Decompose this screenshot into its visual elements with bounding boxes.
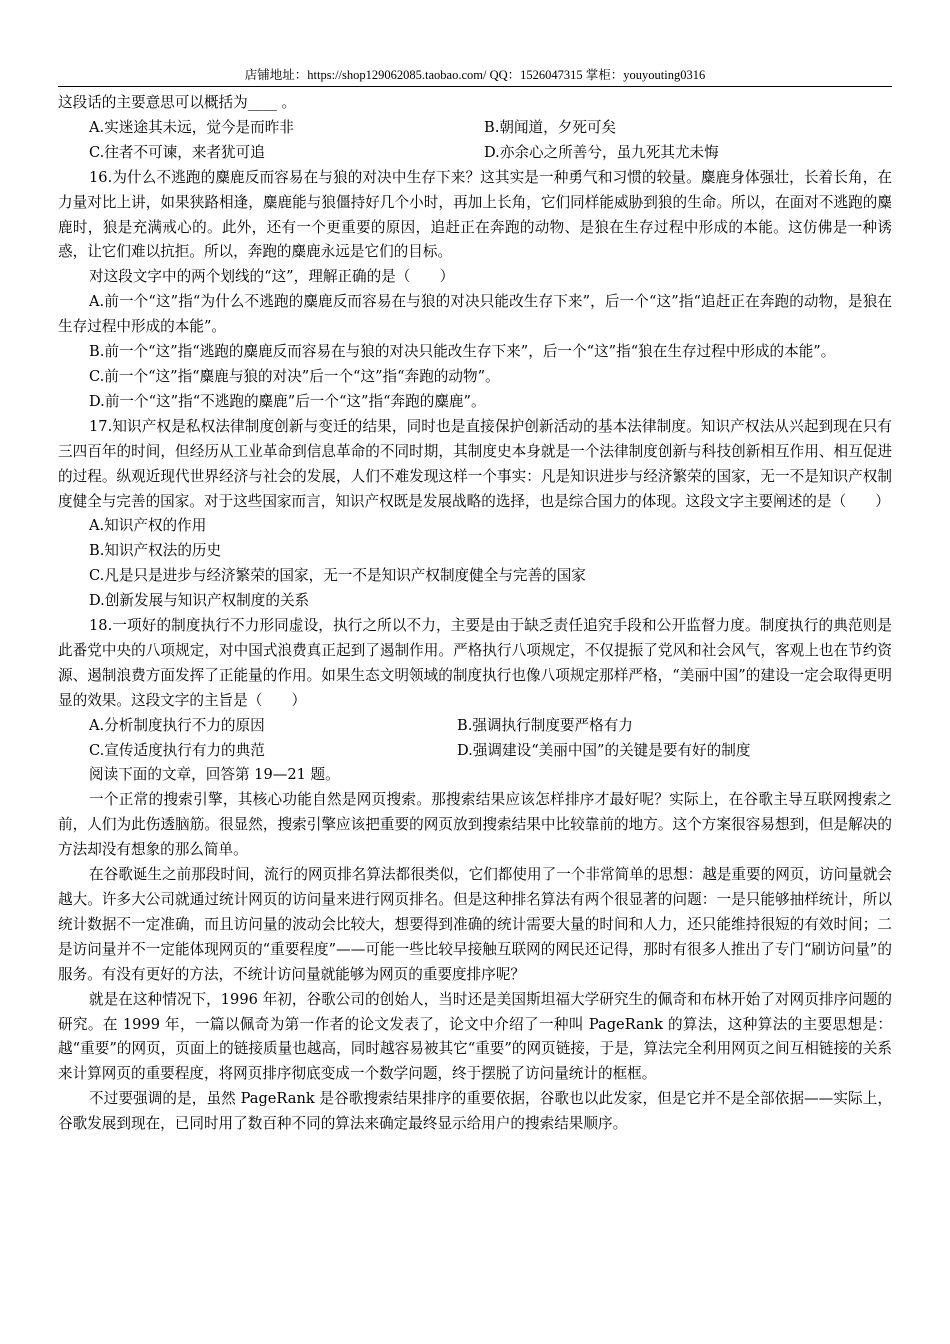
q17-option-c: C.凡是只是进步与经济繁荣的国家，无一不是知识产权制度健全与完善的国家 — [89, 567, 586, 585]
q18-option-a: A.分析制度执行不力的原因 — [89, 716, 265, 734]
q15-option-c: C.往者不可谏，来者犹可追 — [89, 143, 265, 161]
q16-question: 对这段文字中的两个划线的“这”，理解正确的是（ ） — [89, 268, 455, 286]
reading-paragraph: 一个正常的搜索引擎，其核心功能自然是网页搜索。那搜索结果应该怎样排序才最好呢？实际上，在谷歌主导互联网搜索之前，人们为此伤透脑筋。很显然，搜索引擎应该把重要的网页放到搜索结果中比较靠前的地方。这个方案很容易想到，但是解决的方法却没有想象的那么简单。 — [58, 791, 892, 859]
reading-intro: 阅读下面的文章，回答第 19—21 题。 — [89, 766, 340, 784]
q15-option-b: B.朝闻道，夕死可矣 — [484, 118, 617, 136]
q18-option-b: B.强调执行制度要严格有力 — [457, 716, 633, 734]
q17-option-b: B.知识产权法的历史 — [89, 542, 222, 560]
q18-option-d: D.强调建设“美丽中国”的关键是要有好的制度 — [457, 741, 751, 759]
q17-option-d: D.创新发展与知识产权制度的关系 — [89, 592, 310, 610]
q15-stem-tail: 这段话的主要意思可以概括为____ 。 — [58, 94, 297, 111]
q17-option-a: A.知识产权的作用 — [89, 517, 207, 535]
q17-passage: 17.知识产权是私权法律制度创新与变迁的结果，同时也是直接保护创新活动的基本法律制度。知识产权法从兴起到现在只有三四百年的时间，但经历从工业革命到信息革命的不同时期，其制度史本身就是一个法律制度创新与科技创新相互作用、相互促进的过程。纵观近现代世界经济与社会的发展，人们不难发现这样一个事实：凡是知识进步与经济繁荣的国家，无一不是知识产权制度健全与完善的国家。对于这些国家而言，知识产权既是发展战略的选择，也是综合国力的体现。这段文字主要阐述的是（ ） — [58, 417, 892, 510]
page-header: 店铺地址：https://shop129062085.taobao.com/ QQ：1526047315 掌柜：youyouting0316 — [244, 68, 706, 82]
q16-option-c: C.前一个“这”指“麋鹿与狼的对决”后一个“这”指“奔跑的动物”。 — [89, 367, 500, 385]
q15-option-a: A.实迷途其未远，觉今是而昨非 — [89, 118, 294, 136]
q16-option-a: A.前一个“这”指“为什么不逃跑的麋鹿反而容易在与狼的对决只能改生存下来”，后一个“这”指“追赶正在奔跑的动物，是狼在生存过程中形成的本能”。 — [58, 293, 892, 336]
reading-paragraph: 不过要强调的是，虽然 PageRank 是谷歌搜索结果排序的重要依据，谷歌也以此发家，但是它并不是全部依据——实际上，谷歌发展到现在，已同时用了数百种不同的算法来确定最终显示给用户的搜索结果顺序。 — [58, 1090, 892, 1133]
reading-paragraph: 就是在这种情况下，1996 年初，谷歌公司的创始人，当时还是美国斯坦福大学研究生的佩奇和布林开始了对网页排序问题的研究。在 1999 年，一篇以佩奇为第一作者的论文发表了，论文中介绍了一种叫 PageRank 的算法，这种算法的主要思想是：越“重要”的网页，页面上的链接质量也越高，同时越容易被其它“重要”的网页链接，于是，算法完全利用网页之间互相链接的关系来计算网页的重要程度，将网页排序彻底变成一个数学问题，终于摆脱了访问量统计的框框。 — [58, 990, 892, 1083]
document-body — [58, 91, 892, 1137]
q18-options-row-2 — [58, 739, 892, 764]
q18-option-c: C.宣传适度执行有力的典范 — [89, 741, 265, 759]
header-divider — [58, 86, 892, 87]
q16-option-d: D.前一个“这”指“不逃跑的麋鹿”后一个“这”指“奔跑的麋鹿”。 — [89, 392, 486, 410]
q16-option-b: B.前一个“这”指“逃跑的麋鹿反而容易在与狼的对决只能改生存下来”，后一个“这”指“狼在生存过程中形成的本能”。 — [89, 343, 836, 361]
q18-options-row-1 — [58, 714, 892, 739]
q15-option-d: D.亦余心之所善兮，虽九死其尤未悔 — [484, 143, 719, 161]
q18-passage: 18.一项好的制度执行不力形同虚设，执行之所以不力，主要是由于缺乏责任追究手段和公开监督力度。制度执行的典范则是此番党中央的八项规定，对中国式浪费真正起到了遏制作用。严格执行八项规定，不仅提振了党风和社会风气，客观上也在节约资源、遏制浪费方面发挥了正能量的作用。如果生态文明领域的制度执行也像八项规定那样严格，“美丽中国”的建设一定会取得更明显的效果。这段文字的主旨是（ ） — [58, 617, 892, 709]
reading-paragraph: 在谷歌诞生之前那段时间，流行的网页排名算法都很类似，它们都使用了一个非常简单的思想：越是重要的网页，访问量就会越大。许多大公司就通过统计网页的访问量来进行网页排名。但是这种排名算法有两个很显著的问题：一是只能够抽样统计，所以统计数据不一定准确，而且访问量的波动会比较大，想要得到准确的统计需要大量的时间和人力，还只能维持很短的有效时间；二是访问量并不一定能体现网页的“重要程度”——可能一些比较早接触互联网的网民还记得，那时有很多人推出了专门“刷访问量”的服务。有没有更好的方法，不统计访问量就能够为网页的重要度排序呢？ — [58, 866, 892, 983]
q15-options-row-2 — [58, 141, 892, 166]
q15-options-row-1 — [58, 116, 892, 141]
q16-passage: 16.为什么不逃跑的麋鹿反而容易在与狼的对决中生存下来？这其实是一种勇气和习惯的较量。麋鹿身体强壮，长着长角，在力量对比上讲，如果狭路相逢，麋鹿能与狼僵持好几个小时，再加上长角，它们同样能威胁到狼的生命。所以，在面对不逃跑的麋鹿时，狼是充满戒心的。此外，还有一个更重要的原因，追赶正在奔跑的动物、是狼在生存过程中形成的本能。这仿佛是一种诱惑，让它们难以抗拒。所以，奔跑的麋鹿永远是它们的目标。 — [58, 168, 892, 261]
